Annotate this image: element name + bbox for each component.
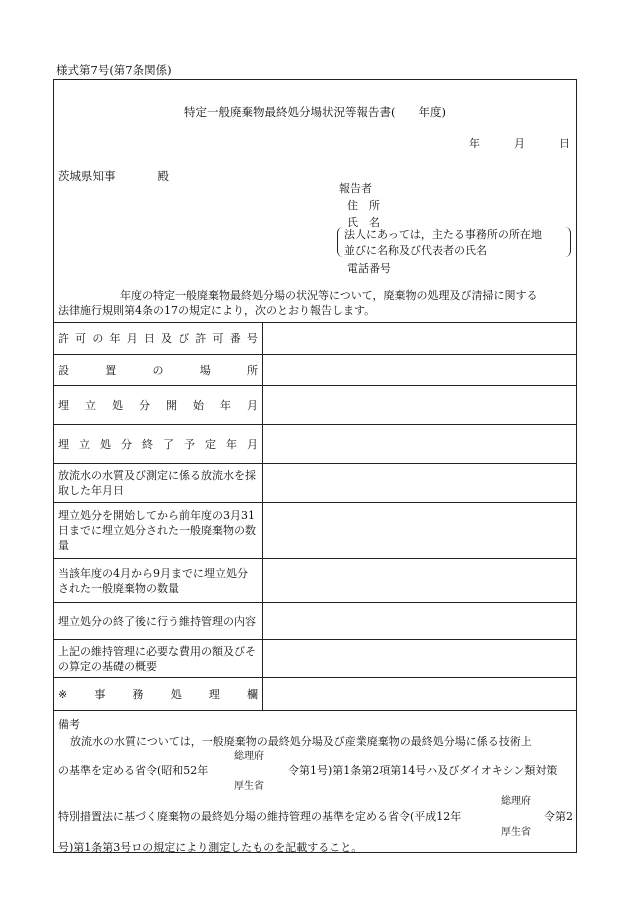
table-row — [54, 323, 577, 355]
addressee — [58, 168, 169, 184]
row-value-cell[interactable] — [263, 603, 577, 640]
row-label-text: 許 可 の 年 月 日 及 び 許 可 番 号 — [58, 332, 258, 345]
table-row — [54, 464, 577, 503]
row-label-text: 埋立処分を開始してから前年度の3月31日までに埋立処分された一般廃棄物の数量 — [58, 509, 256, 552]
row-label-text: 埋 立 処 分 終 了 予 定 年 月 — [58, 437, 258, 451]
row-label — [54, 603, 263, 640]
row-label-text: 上記の維持管理に必要な費用の額及びその算定の基礎の概要 — [58, 644, 256, 673]
reporter-block — [339, 180, 380, 231]
notes-sub2-top: 総理府 — [501, 796, 531, 807]
row-value-cell[interactable] — [263, 355, 577, 386]
row-label-text: 放流水の水質及び測定に係る放流水を採取した年月日 — [58, 469, 256, 497]
row-label — [54, 386, 263, 425]
row-label-text: 埋 立 処 分 開 始 年 月 — [58, 398, 258, 412]
report-form — [53, 79, 577, 853]
intro-text — [58, 288, 574, 318]
row-label — [54, 355, 263, 386]
intro-line2: 法律施行規則第4条の17の規定により，次のとおり報告します。 — [58, 304, 376, 317]
date-month: 月 — [514, 137, 525, 150]
row-label — [54, 425, 263, 464]
notes-sub1-top: 総理府 — [234, 751, 264, 762]
intro-line1: 年度の特定一般廃棄物最終処分場の状況等について，廃棄物の処理及び清掃に関する — [120, 289, 538, 302]
reporter-phone-label: 電話番号 — [347, 262, 391, 275]
date-line — [435, 135, 570, 151]
table-row — [54, 559, 577, 603]
notes-line2a: の基準を定める省令(昭和52年 — [58, 764, 209, 777]
row-label — [54, 464, 263, 503]
row-value-cell[interactable] — [263, 503, 577, 559]
corporate-note-bracket — [337, 227, 571, 257]
reporter-label: 報告者 — [339, 182, 372, 195]
row-label-text: 設 置 の 場 所 — [58, 363, 258, 377]
reporter-name-label: 氏 名 — [347, 216, 380, 229]
form-title: 特定一般廃棄物最終処分場状況等報告書( 年度) — [184, 105, 446, 119]
notes-line3b: 令第2 — [544, 810, 573, 823]
notes-line2b: 令第1号)第1条第2項第14号ハ及びダイオキシン類対策 — [288, 764, 558, 777]
notes-line4: 号)第1条第3号ロの規定により測定したものを記載すること。 — [58, 841, 363, 854]
table-row — [54, 355, 577, 386]
table-row — [54, 640, 577, 678]
row-value-cell[interactable] — [263, 640, 577, 678]
notes-line3a: 特別措置法に基づく廃棄物の最終処分場の維持管理の基準を定める省令(平成12年 — [58, 810, 462, 823]
notes-sub2-bottom: 厚生省 — [501, 827, 531, 838]
row-label-text: ※ 事 務 処 理 欄 — [58, 687, 258, 701]
row-value-cell[interactable] — [263, 464, 577, 503]
date-year: 年 — [469, 137, 480, 150]
table-row — [54, 603, 577, 640]
notes-heading: 備考 — [58, 718, 80, 731]
row-value-cell[interactable] — [263, 559, 577, 603]
row-label — [54, 678, 263, 711]
notes-line1: 放流水の水質については，一般廃棄物の最終処分場及び産業廃棄物の最終処分場に係る技術上 — [70, 735, 532, 748]
table-row — [54, 678, 577, 711]
table-row — [54, 386, 577, 425]
row-value-cell[interactable] — [263, 323, 577, 355]
addressee-honorific: 殿 — [157, 169, 169, 183]
row-value-cell[interactable] — [263, 386, 577, 425]
table-row — [54, 425, 577, 464]
row-label — [54, 323, 263, 355]
row-value-cell[interactable] — [263, 678, 577, 711]
notes-sub1-bottom: 厚生省 — [234, 781, 264, 792]
row-label — [54, 559, 263, 603]
row-value-cell[interactable] — [263, 425, 577, 464]
row-label-text: 埋立処分の終了後に行う維持管理の内容 — [58, 614, 256, 628]
report-table — [53, 322, 577, 711]
reporter-address-label: 住 所 — [347, 199, 380, 212]
table-row — [54, 503, 577, 559]
corporate-note-line1: 法人にあっては，主たる事務所の所在地 — [344, 228, 542, 241]
row-label — [54, 503, 263, 559]
row-label — [54, 640, 263, 678]
row-label-text: 当該年度の4月から9月までに埋立処分された一般廃棄物の数量 — [58, 566, 248, 595]
corporate-note-line2: 並びに名称及び代表者の氏名 — [344, 244, 487, 257]
addressee-name: 茨城県知事 — [58, 169, 116, 183]
date-day: 日 — [559, 137, 570, 150]
form-number-label: 様式第7号(第7条関係) — [56, 63, 172, 77]
